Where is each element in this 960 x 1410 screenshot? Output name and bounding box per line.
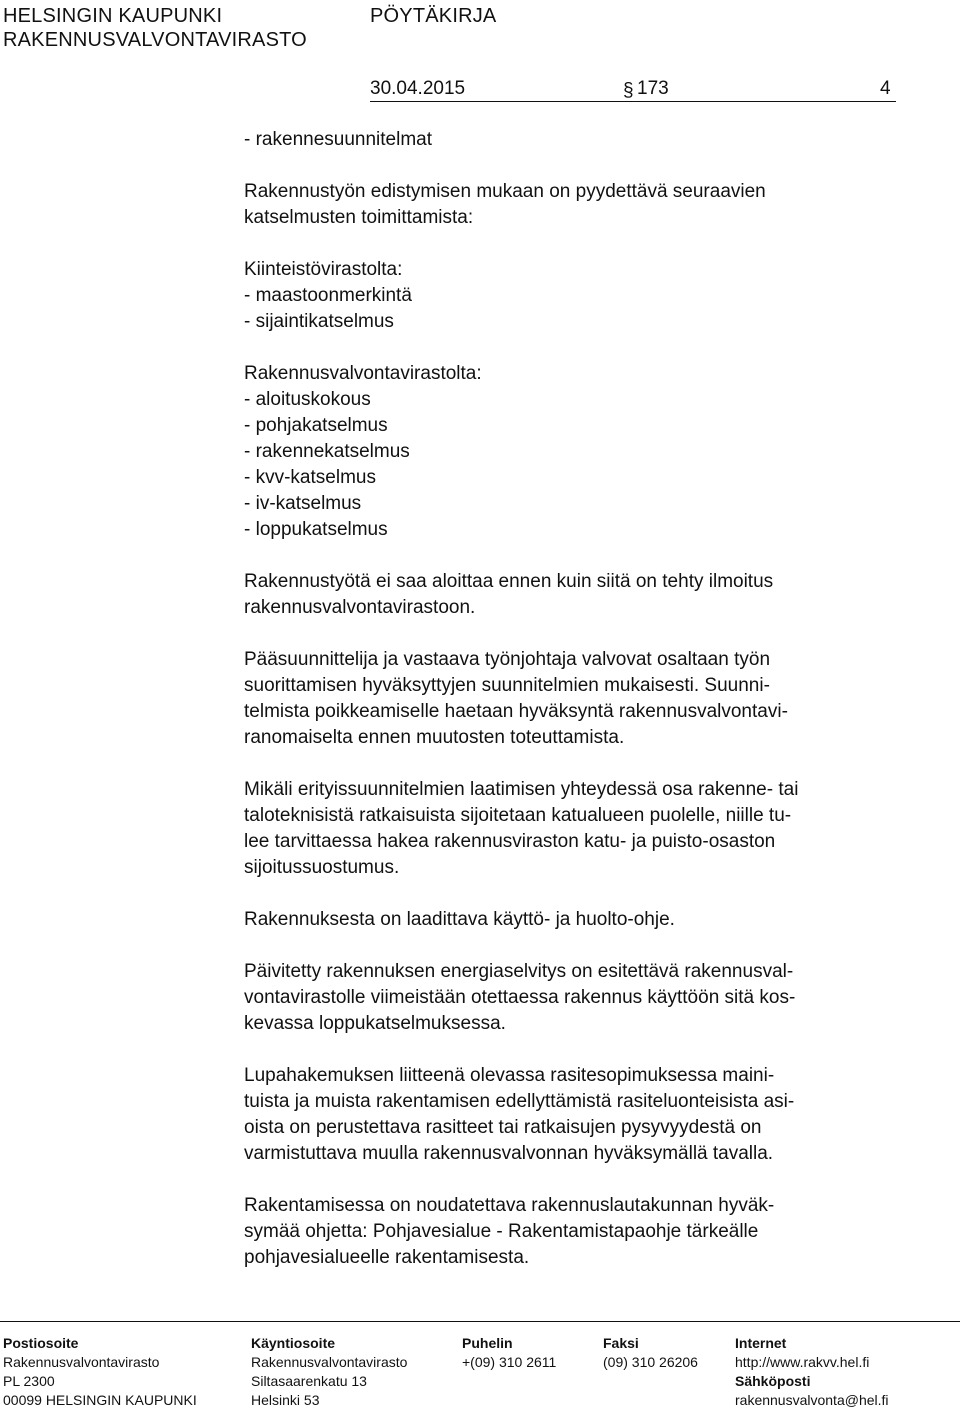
paragraph-number: 173 [637,78,669,99]
text-line: - aloituskokous [244,389,371,410]
body-paragraph [244,179,884,231]
text-line: - maastoonmerkintä [244,285,412,306]
department-name: RAKENNUSVALVONTAVIRASTO [3,29,307,51]
body-paragraph [244,777,884,881]
body-paragraph [244,257,884,335]
text-line: katselmusten toimittamista: [244,207,474,228]
text-line: Rakennustyötä ei saa aloittaa ennen kuin siitä on tehty ilmoitus [244,571,774,592]
footer-label: Internet [735,1335,787,1351]
document-body [244,127,884,1297]
footer-divider [0,1321,960,1322]
text-line: oista on perustettava rasitteet tai ratkaisujen pysyvyydestä on [244,1117,762,1138]
footer-label: Sähköposti [735,1373,811,1389]
footer-value: +(09) 310 2611 [462,1354,557,1370]
text-line: - iv-katselmus [244,493,362,514]
footer-fax [603,1334,698,1372]
page-number: 4 [880,78,891,99]
text-line: Rakennuksesta on laadittava käyttö- ja huolto-ohje. [244,909,675,930]
text-line: Rakennustyön edistymisen mukaan on pyydettävä seuraavien [244,181,766,202]
meeting-date: 30.04.2015 [370,78,466,99]
document-type: PÖYTÄKIRJA [370,5,497,27]
footer-value: PL 2300 [3,1373,55,1389]
footer-value: Rakennusvalvontavirasto [3,1354,160,1370]
text-line: Rakentamisessa on noudatettava rakennuslautakunnan hyväk- [244,1195,775,1216]
text-line: Mikäli erityissuunnitelmien laatimisen yhteydessä osa rakenne- tai [244,779,799,800]
footer-postal-address [3,1334,197,1410]
text-line: Päivitetty rakennuksen energiaselvitys on esitettävä rakennusval- [244,961,794,982]
footer-label: Käyntiosoite [251,1335,336,1351]
body-paragraph [244,907,884,933]
text-line: lee tarvittaessa hakea rakennusviraston katu- ja puisto-osaston [244,831,776,852]
text-line: - sijaintikatselmus [244,311,394,332]
text-line: - pohjakatselmus [244,415,388,436]
text-line: Kiinteistövirastolta: [244,259,403,280]
footer-label: Postiosoite [3,1335,79,1351]
footer-link-email[interactable]: rakennusvalvonta@hel.fi [735,1392,889,1408]
footer-label: Puhelin [462,1335,513,1351]
body-paragraph [244,647,884,751]
text-line: telmista poikkeamiselle haetaan hyväksyntä rakennusvalvontavi- [244,701,788,722]
org-name: HELSINGIN KAUPUNKI [3,5,223,27]
header-divider [370,101,896,102]
text-line: pohjavesialueelle rakentamisesta. [244,1247,530,1268]
text-line: kevassa loppukatselmuksessa. [244,1013,506,1034]
body-paragraph [244,361,884,543]
organization-header [3,4,307,52]
footer-label: Faksi [603,1335,639,1351]
section-sign: § [623,80,634,101]
text-line: Rakennusvalvontavirastolta: [244,363,482,384]
text-line: - rakennesuunnitelmat [244,129,432,150]
footer-link-website[interactable]: http://www.rakvv.hel.fi [735,1354,870,1370]
text-line: varmistuttava muulla rakennusvalvonnan hyväksymällä tavalla. [244,1143,774,1164]
text-line: sijoitussuostumus. [244,857,400,878]
footer-value: Helsinki 53 [251,1392,320,1408]
footer-value: 00099 HELSINGIN KAUPUNKI [3,1392,197,1408]
text-line: - rakennekatselmus [244,441,410,462]
text-line: - kvv-katselmus [244,467,376,488]
text-line: tuista ja muista rakentamisen edellyttämistä rasiteluonteisista asi- [244,1091,795,1112]
body-paragraph [244,1063,884,1167]
body-paragraph [244,1193,884,1271]
text-line: rakennusvalvontavirastoon. [244,597,476,618]
text-line: Pääsuunnittelija ja vastaava työnjohtaja valvovat osaltaan työn [244,649,771,670]
footer-value: (09) 310 26206 [603,1354,698,1370]
body-paragraph [244,569,884,621]
body-paragraph [244,959,884,1037]
text-line: suorittamisen hyväksyttyjen suunnitelmien mukaisesti. Suunni- [244,675,770,696]
footer-value: Rakennusvalvontavirasto [251,1354,408,1370]
text-line: symää ohjetta: Pohjavesialue - Rakentamistapaohje tärkeälle [244,1221,759,1242]
text-line: vontavirastolle viimeistään otettaessa rakennus käyttöön sitä kos- [244,987,796,1008]
text-line: - loppukatselmus [244,519,388,540]
text-line: ranomaiselta ennen muutosten toteuttamista. [244,727,625,748]
footer-internet [735,1334,889,1410]
footer-value: Siltasaarenkatu 13 [251,1373,367,1389]
text-line: taloteknisistä ratkaisuista sijoitetaan katualueen puolelle, niille tu- [244,805,792,826]
text-line: Lupahakemuksen liitteenä olevassa rasitesopimuksessa maini- [244,1065,775,1086]
footer-visiting-address [251,1334,407,1410]
body-paragraph [244,127,884,153]
footer-phone [462,1334,556,1372]
